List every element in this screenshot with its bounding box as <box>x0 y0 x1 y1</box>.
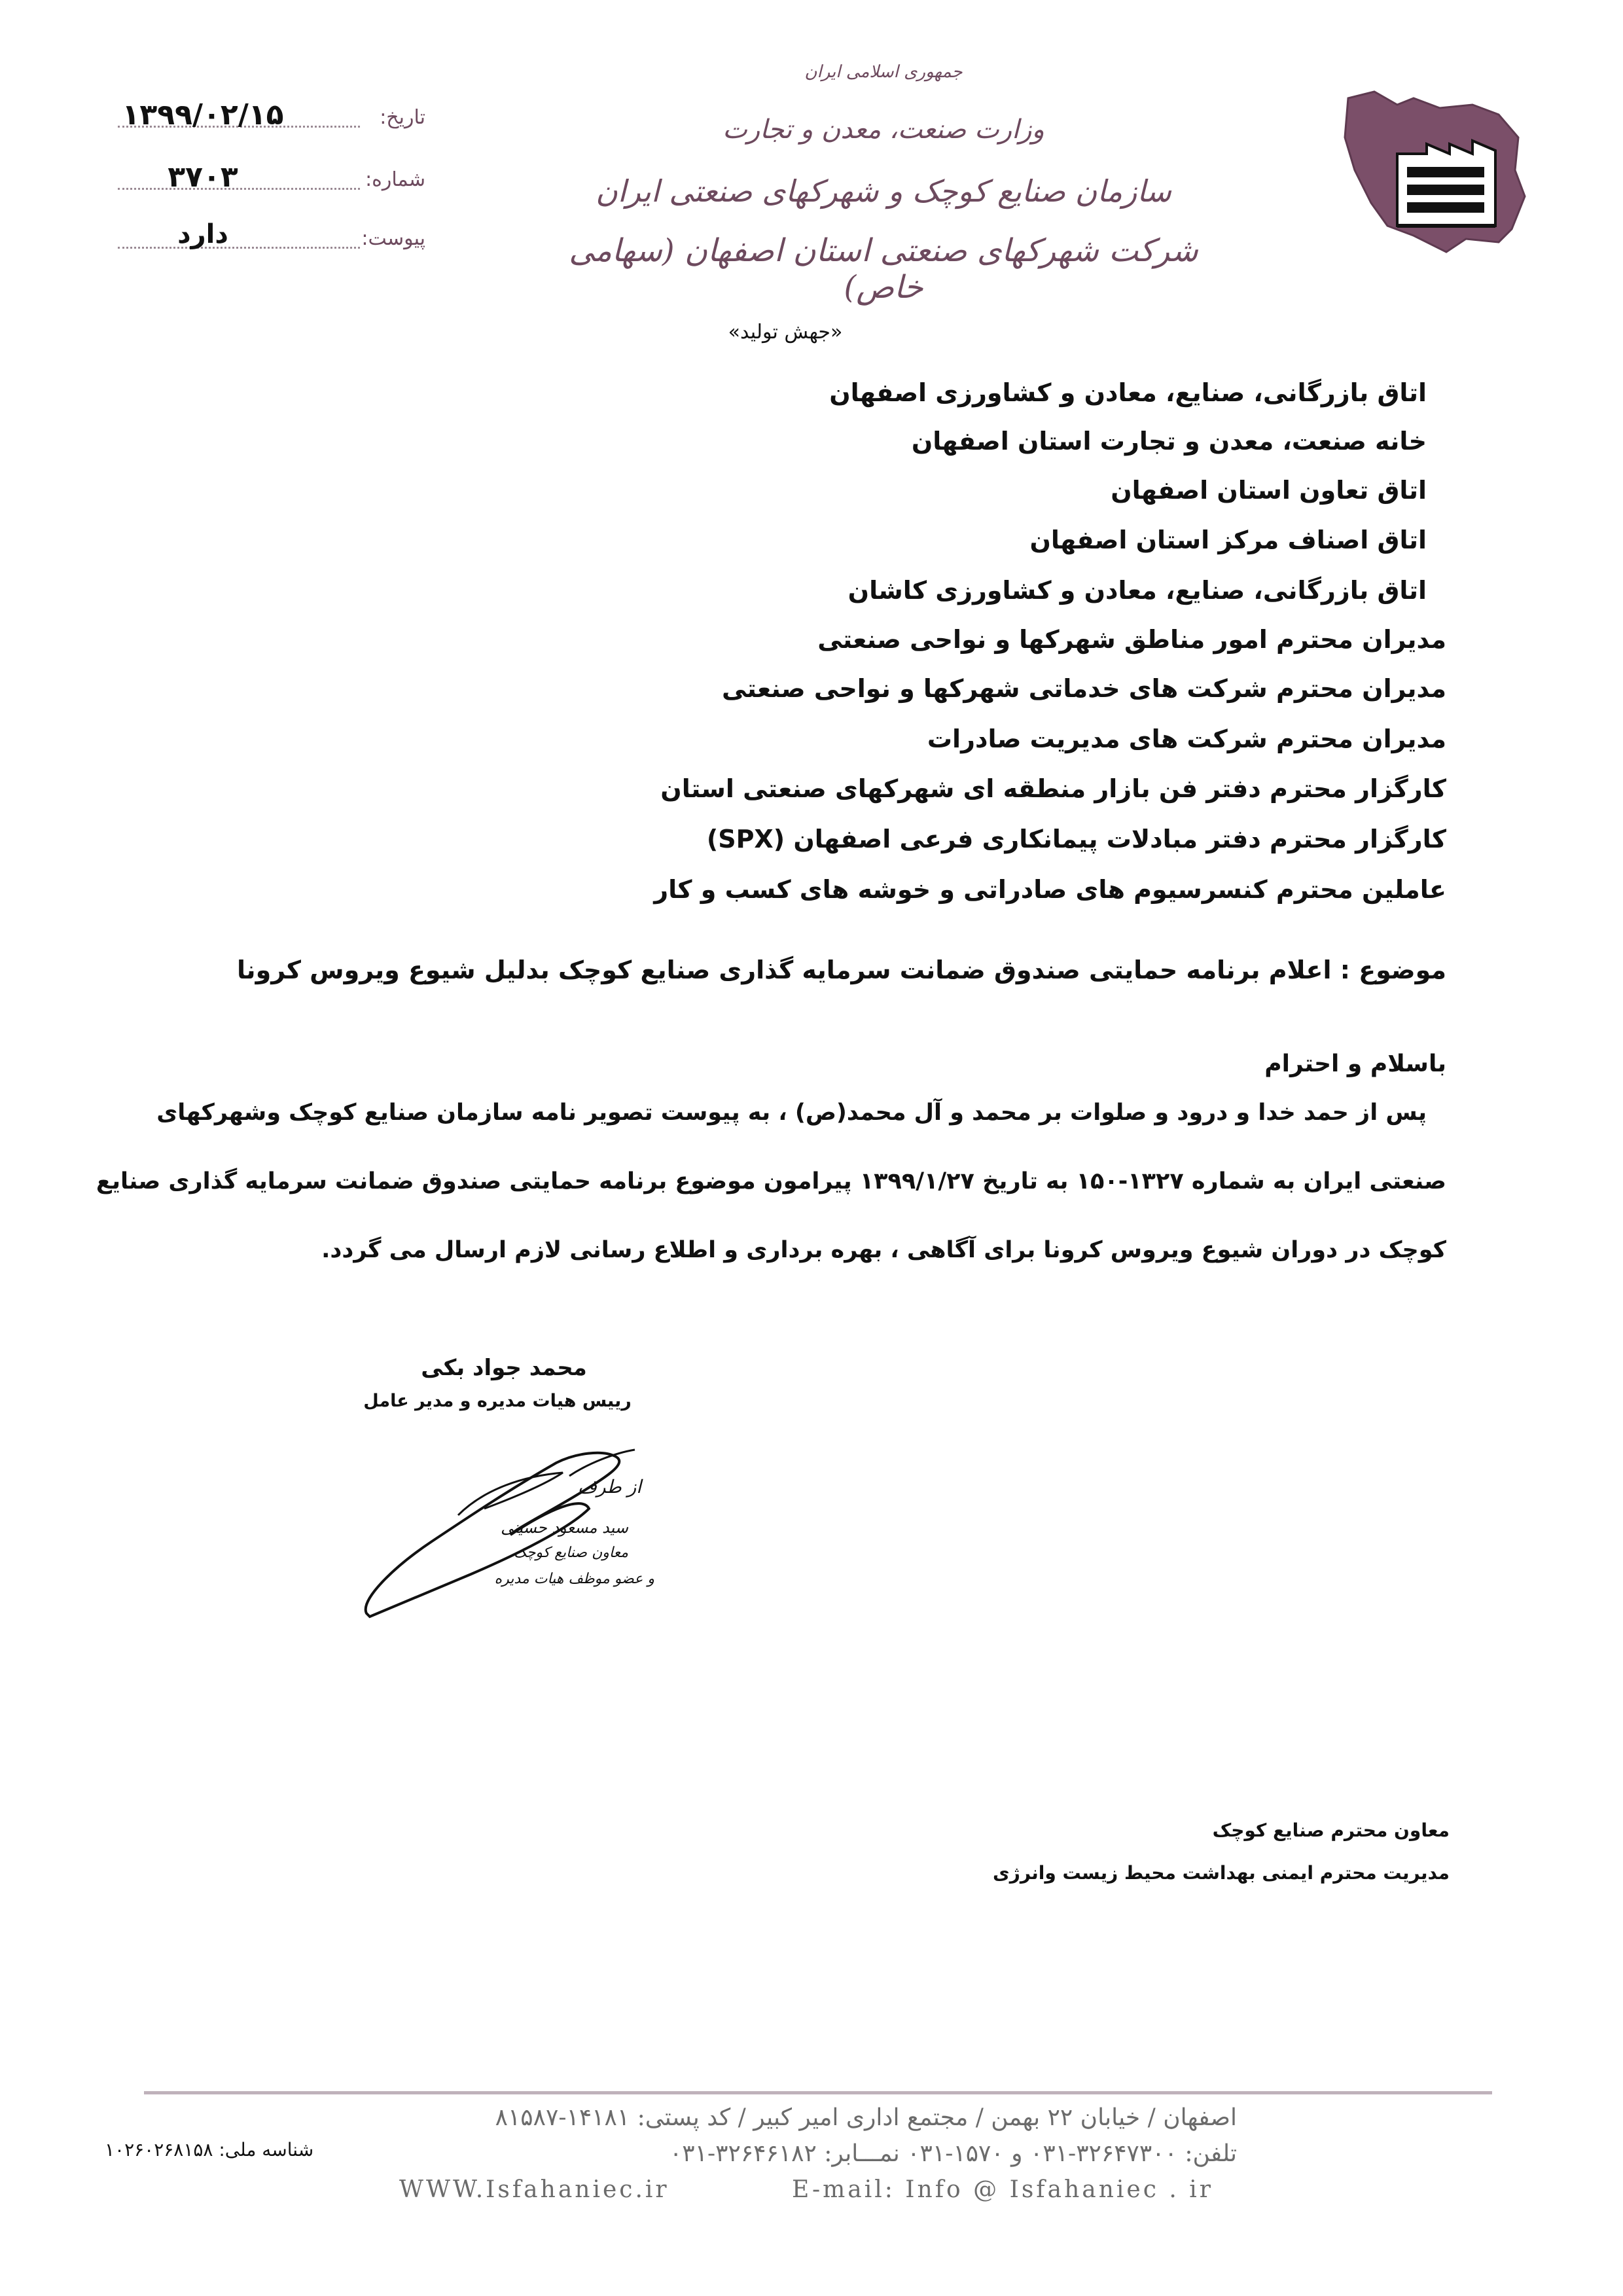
addressee: اتاق بازرگانی، صنایع، معادن و کشاورزی اصفهان <box>829 378 1427 407</box>
footer-phone: تلفن: ۳۲۶۴۷۳۰۰-۰۳۱ و ۱۵۷۰-۰۳۱ نمـــابر: ۳۲۶۴۶۱۸۲-۰۳۱ <box>669 2140 1237 2167</box>
body-line-2: صنعتی ایران به شماره ۱۳۲۷-۱۵۰ به تاریخ ۱۳۹۹/۱/۲۷ پیرامون موضوع برنامه حمایتی صندوق ضمانت سرمایه گذاری صنایع <box>96 1168 1446 1194</box>
letterhead-company: شرکت شهرکهای صنعتی استان اصفهان (سهامی خاص) <box>569 232 1198 306</box>
signatory-title: رییس هیات مدیره و مدیر عامل <box>363 1391 632 1411</box>
iran-map-factory-icon <box>1335 79 1531 275</box>
addressee: مدیران محترم امور مناطق شهرکها و نواحی صنعتی <box>817 625 1446 654</box>
body-line-3: کوچک در دوران شیوع ویروس کرونا برای آگاهی ، بهره برداری و اطلاع رسانی لازم ارسال می گردد. <box>321 1237 1446 1263</box>
addressee: اتاق تعاون استان اصفهان <box>1111 476 1427 505</box>
handwritten-line-1: از طرف <box>578 1476 641 1498</box>
letterhead-republic: جمهوری اسلامی ایران <box>804 62 963 82</box>
addressee: عاملین محترم کنسرسیوم های صادراتی و خوشه های کسب و کار <box>654 875 1446 904</box>
company-logo <box>1335 79 1531 275</box>
national-id-label: شناسه ملی: <box>219 2139 314 2161</box>
subject-line: موضوع : اعلام برنامه حمایتی صندوق ضمانت سرمایه گذاری صنایع کوچک بدلیل شیوع ویروس کرونا <box>237 956 1446 984</box>
attachment-field <box>118 219 425 259</box>
attachment-value: دارد <box>177 219 228 249</box>
national-id <box>105 2139 313 2161</box>
number-field <box>118 160 425 200</box>
footer-divider <box>144 2091 1492 2094</box>
addressee: مدیران محترم شرکت های خدماتی شهرکها و نواحی صنعتی <box>722 674 1446 703</box>
addressee: کارگزار محترم دفتر مبادلات پیمانکاری فرعی اصفهان (SPX) <box>706 825 1446 853</box>
addressee: اتاق بازرگانی، صنایع، معادن و کشاورزی کاشان <box>847 576 1427 605</box>
number-label: شماره: <box>365 168 425 191</box>
body-line-1: پس از حمد خدا و درود و صلوات بر محمد و آل محمد(ص) ، به پیوست تصویر نامه سازمان صنایع کوچک وشهرکهای <box>156 1100 1427 1126</box>
addressee: خانه صنعت، معدن و تجارت استان اصفهان <box>911 427 1427 456</box>
attachment-label: پیوست: <box>361 227 425 250</box>
signatory-name: محمد جواد بکی <box>421 1355 587 1381</box>
letterhead-organization: سازمان صنایع کوچک و شهرکهای صنعتی ایران <box>596 173 1171 209</box>
greeting: باسلام و احترام <box>1264 1050 1446 1077</box>
number-value: ۳۷۰۳ <box>168 160 238 194</box>
cc-item: مدیریت محترم ایمنی بهداشت محیط زیست وانرژی <box>993 1862 1450 1884</box>
handwritten-line-4: و عضو موظف هیات مدیره <box>494 1571 654 1587</box>
letterhead-ministry: وزارت صنعت، معدن و تجارت <box>722 115 1044 145</box>
footer-website-link[interactable]: WWW.Isfahaniec.ir <box>399 2176 669 2203</box>
date-field <box>118 98 425 137</box>
national-id-value: ۱۰۲۶۰۲۶۸۱۵۸ <box>105 2139 213 2161</box>
handwritten-line-2: سید مسعود حسینی <box>501 1518 628 1537</box>
footer-email-link[interactable]: E-mail: Info @ Isfahaniec . ir <box>792 2176 1213 2203</box>
addressee: مدیران محترم شرکت های مدیریت صادرات <box>927 725 1446 753</box>
date-label: تاریخ: <box>380 106 425 129</box>
cc-item: معاون محترم صنایع کوچک <box>1212 1820 1450 1841</box>
addressee: کارگزار محترم دفتر فن بازار منطقه ای شهرکهای صنعتی استان <box>660 774 1446 803</box>
footer-address: اصفهان / خیابان ۲۲ بهمن / مجتمع اداری امیر کبیر / کد پستی: ۱۴۱۸۱-۸۱۵۸۷ <box>495 2104 1237 2131</box>
handwritten-signature <box>353 1437 654 1633</box>
slogan: «جهش تولید» <box>728 321 843 344</box>
handwritten-line-3: معاون صنایع کوچک <box>514 1545 628 1561</box>
addressee: اتاق اصناف مرکز استان اصفهان <box>1029 526 1427 554</box>
date-value: ۱۳۹۹/۰۲/۱۵ <box>122 98 284 132</box>
